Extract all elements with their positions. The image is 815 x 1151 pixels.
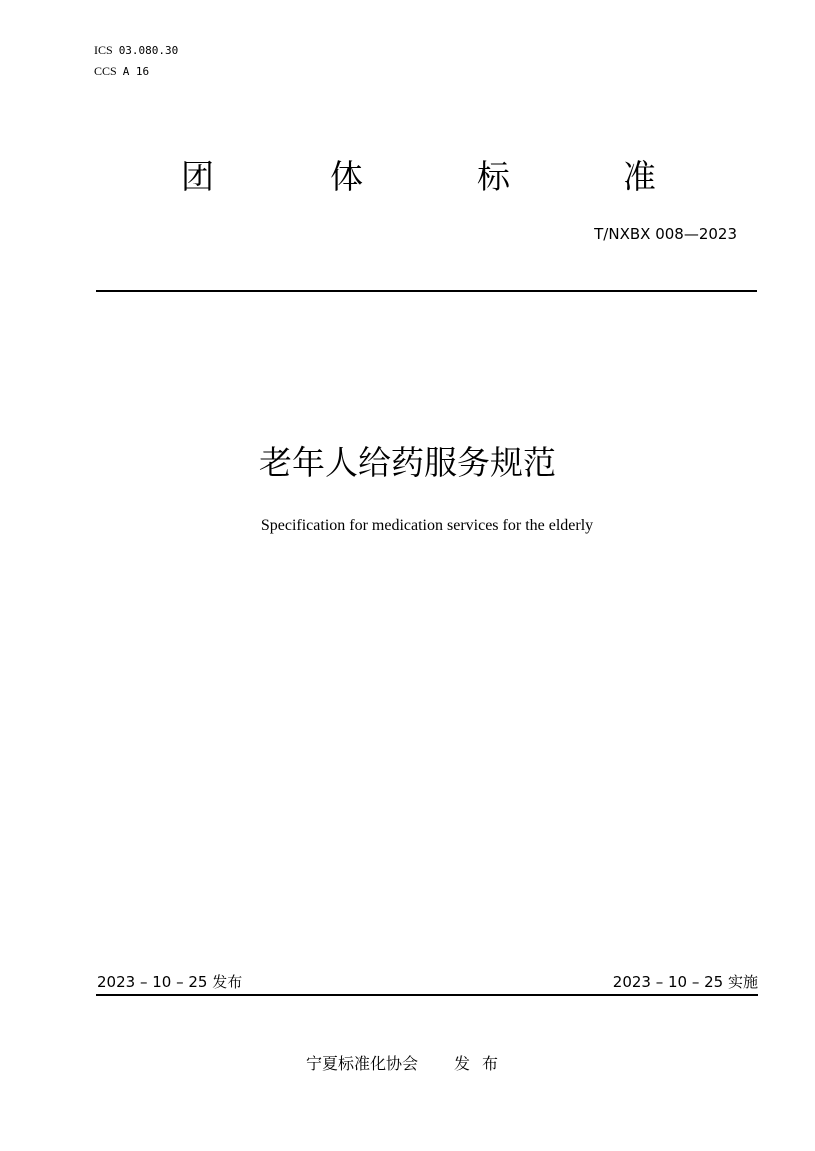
standard-type-char: 体 [330, 157, 363, 196]
ccs-label: CCS [94, 64, 117, 78]
ccs-row [94, 61, 178, 82]
footer-divider [96, 994, 758, 996]
ics-value: 03.080.30 [118, 44, 179, 57]
title-chinese: 老年人给药服务规范 [259, 443, 556, 482]
header-divider [96, 290, 757, 292]
ics-row [94, 40, 178, 61]
standard-type-heading [0, 152, 815, 202]
implement-date: 2023 – 10 – 25 实施 [612, 973, 758, 991]
ics-label: ICS [94, 43, 113, 57]
issuer-organization: 宁夏标准化协会 [306, 1054, 419, 1073]
standard-type-char: 准 [623, 157, 656, 196]
ccs-value: A 16 [122, 65, 150, 78]
publish-date: 2023 – 10 – 25 发布 [97, 973, 243, 991]
standard-type-char: 团 [181, 157, 214, 196]
standard-code: T/NXBX 008—2023 [594, 225, 737, 243]
issuer-line [306, 1052, 510, 1076]
issuer-action: 发布 [454, 1054, 511, 1073]
title-english: Specification for medication services for the elderly [260, 517, 594, 534]
classification-codes [94, 40, 178, 82]
standard-type-char: 标 [477, 157, 510, 196]
